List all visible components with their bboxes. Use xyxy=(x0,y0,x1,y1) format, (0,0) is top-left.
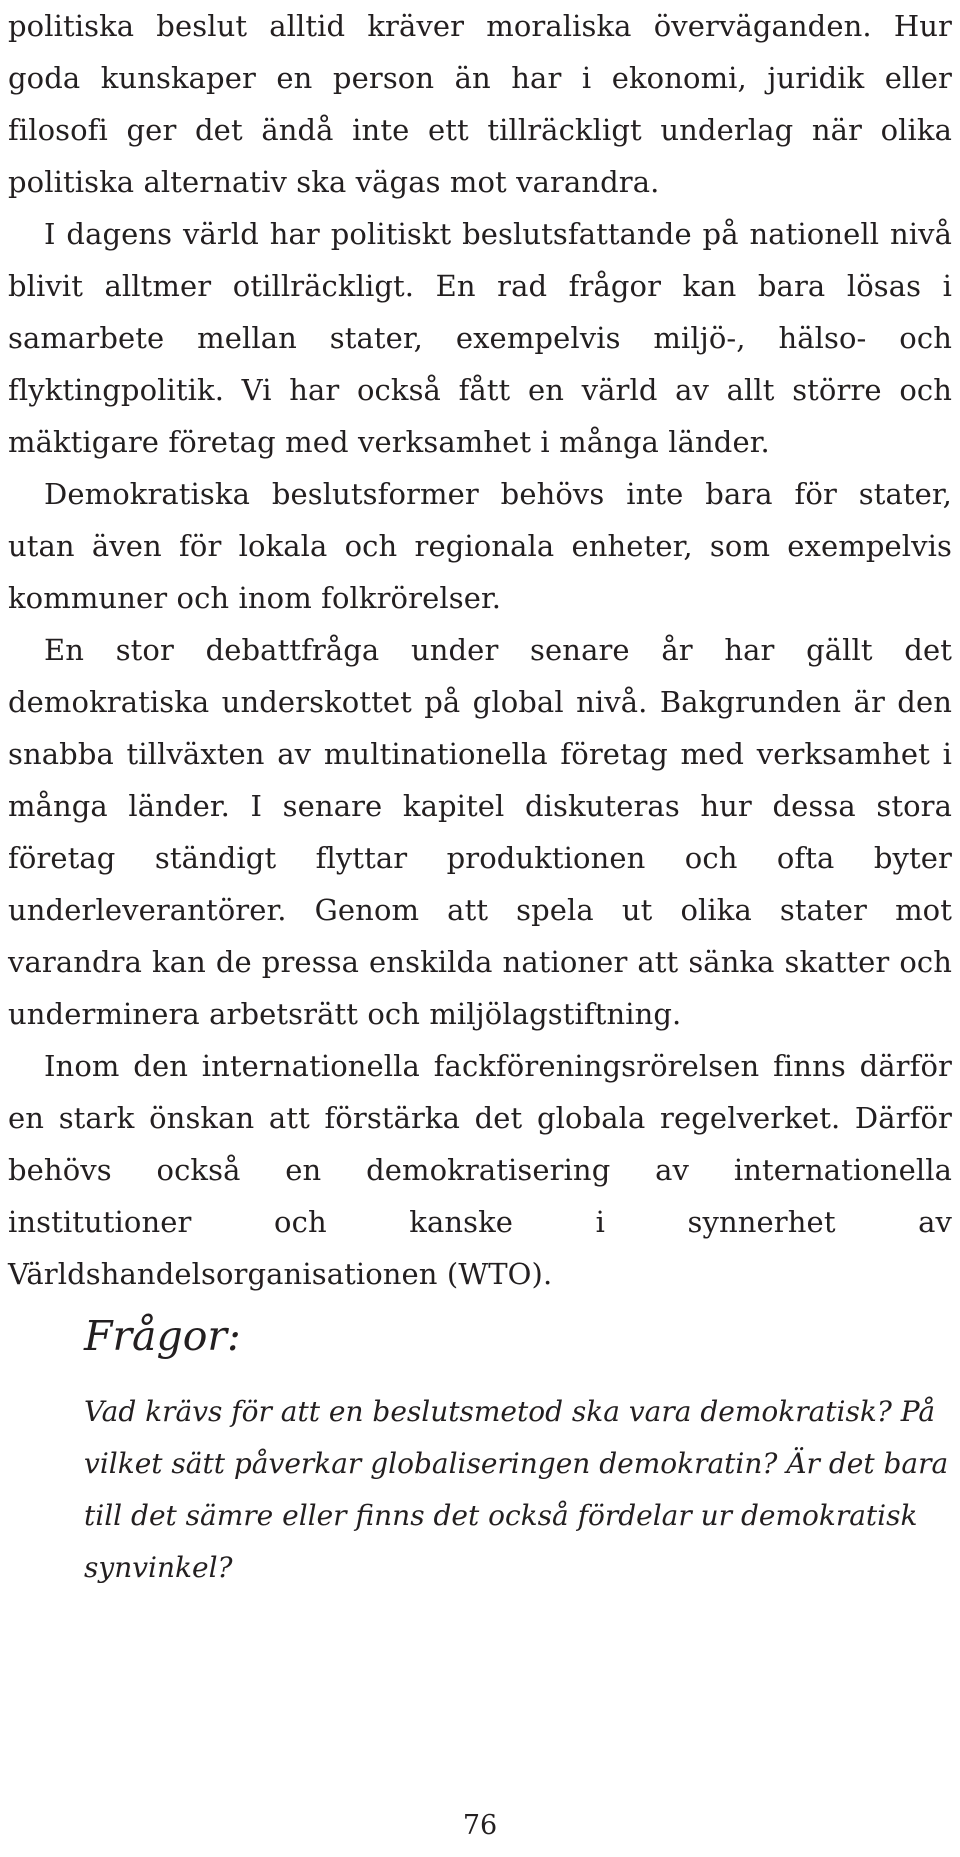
questions-section xyxy=(84,1306,954,1594)
body-text xyxy=(8,0,952,1300)
questions-text: Vad krävs för att en beslutsmetod ska vara demokratisk? På vilket sätt påverkar globaliseringen demokratin? Är det bara till det sämre eller finns det också fördelar ur demokratisk synvinkel? xyxy=(84,1395,949,1584)
paragraph-democratic-forms: Demokratiska beslutsformer behövs inte bara för stater, utan även för lokala och regionala enheter, som exempelvis kommuner och inom folkrörelser. xyxy=(8,477,952,615)
paragraph-continuation: politiska beslut alltid kräver moraliska överväganden. Hur goda kunskaper en person än har i ekonomi, juridik eller filosofi ger det ändå inte ett tillräckligt underlag när olika politiska alternativ ska vägas mot varandra. xyxy=(8,9,952,199)
paragraph-national-decision-making: I dagens värld har politiskt beslutsfattande på nationell nivå blivit alltmer otillräckligt. En rad frågor kan bara lösas i samarbete mellan stater, exempelvis miljö-, hälso- och flyktingpolitik. Vi har också fått en värld av allt större och mäktigare företag med verksamhet i många länder. xyxy=(8,217,952,459)
questions-heading: Frågor: xyxy=(84,1312,241,1360)
paragraph-trade-union-movement: Inom den internationella fackföreningsrörelsen finns därför en stark önskan att förstärka det globala regelverket. Därför behövs också en demokratisering av internationella institutioner och kanske i synnerhet av Världshandelsorganisationen (WTO). xyxy=(8,1049,952,1291)
paragraph-democratic-deficit: En stor debattfråga under senare år har gällt det demokratiska underskottet på global nivå. Bakgrunden är den snabba tillväxten av multinationella företag med verksamhet i många länder. I senare kapitel diskuteras hur dessa stora företag ständigt flyttar produktionen och ofta byter underleverantörer. Genom att spela ut olika stater mot varandra kan de pressa enskilda nationer att sänka skatter och underminera arbetsrätt och miljölagstiftning. xyxy=(8,633,952,1031)
page-number: 76 xyxy=(462,1810,498,1841)
